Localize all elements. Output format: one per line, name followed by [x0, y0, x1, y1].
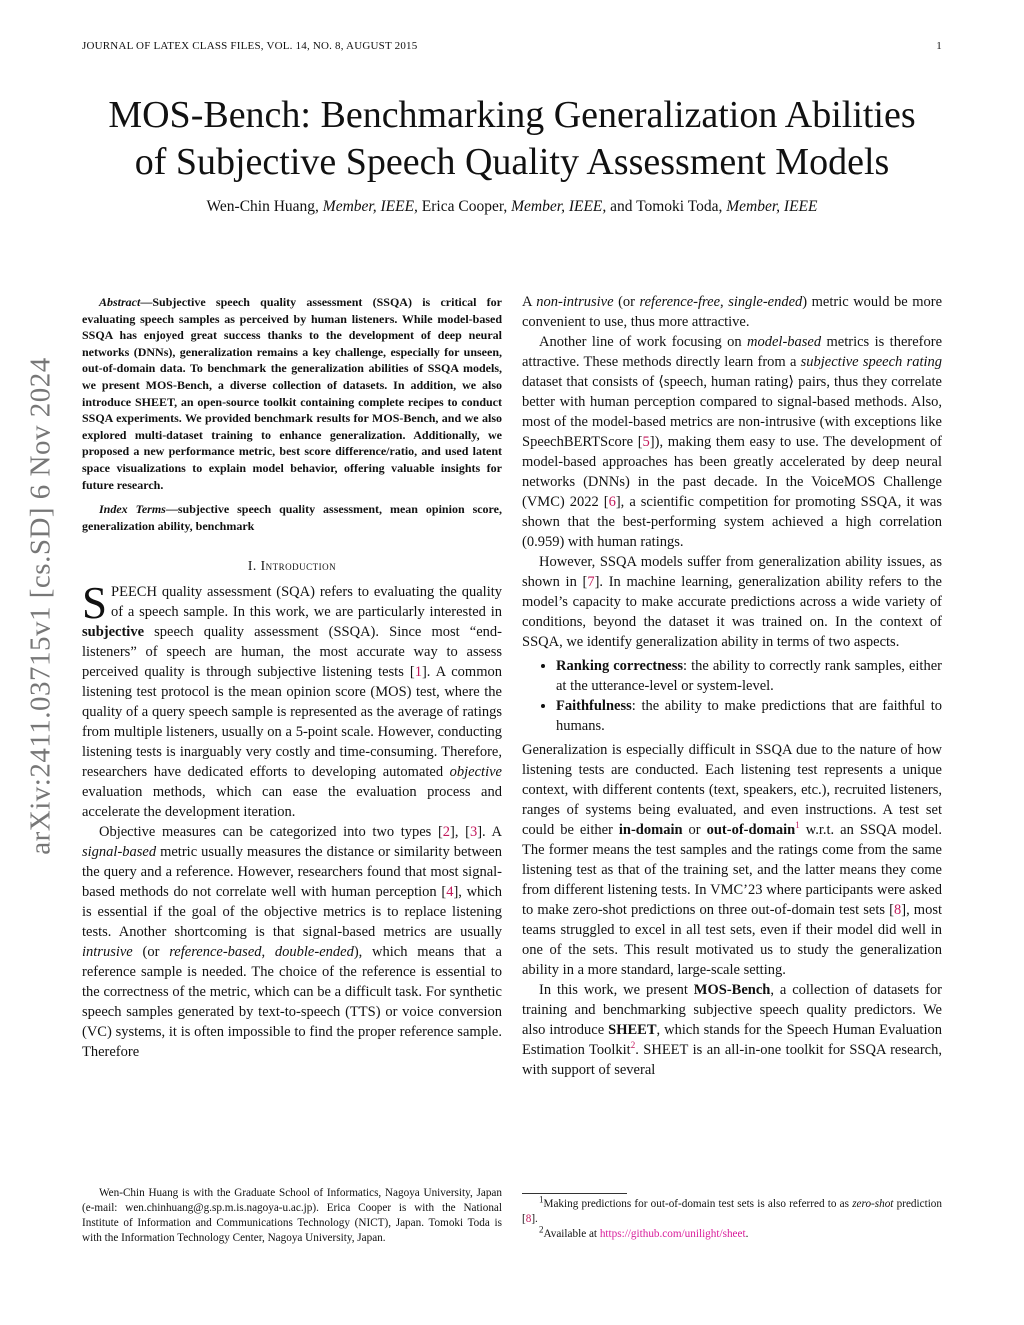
aspect-list [522, 656, 942, 736]
text-run: ]. [531, 1213, 538, 1225]
text-run: evaluation methods, which can ease the evaluation process and accelerate the development iteration. [82, 784, 502, 821]
list-item-text: : the ability to correctly rank samples, either at the utterance-level or system-level. [556, 658, 942, 694]
text-run: (or [132, 944, 170, 961]
text-run: , which stands for the Speech Human Evaluation Estimation Toolkit [522, 1022, 942, 1058]
author-list [60, 198, 964, 216]
text-run: Another line of work focusing on [539, 334, 748, 350]
citation-link[interactable]: 6 [608, 494, 616, 510]
emphasis-italic: double-ended [274, 944, 354, 961]
text-run: ]. In machine learning, generalization ability refers to the model’s capacity to make accurate predictions across a wide variety of conditions, beyond the dataset it was trained on. In the context of SSQA, we identify generalization ability in terms of two aspects. [522, 574, 942, 650]
footnote-rule [522, 1193, 627, 1194]
right-column [522, 292, 942, 1080]
emphasis-bold: out-of-domain [706, 822, 796, 838]
citation-link[interactable]: 1 [414, 664, 422, 681]
left-footnote-area [82, 1186, 502, 1246]
text-run: . SHEET is an all-in-one toolkit for SSQA research, with support of several [522, 1042, 942, 1078]
text-run: metrics is therefore attractive. These methods directly learn from a [522, 334, 942, 370]
text-run: , [720, 294, 729, 310]
text-run: . [745, 1228, 749, 1240]
text-run: w.r.t. an SSQA model. The former means the test samples and the ratings come from the same listening test as that of the training set, and the latter means they come from different listening tests. In VMC’23 where participants were asked to make zero-shot predictions on three out-of-domain test sets [ [522, 822, 942, 918]
citation-link[interactable]: 7 [587, 574, 595, 590]
emphasis-bold: subjective [82, 624, 145, 641]
footnote-marker[interactable]: 1 [795, 820, 800, 831]
left-column [82, 294, 502, 1062]
footnote-number: 1 [539, 1194, 544, 1205]
text-run: ], [ [450, 824, 470, 841]
text-run: ), which means that a reference sample is needed. The choice of the reference is essential to the correctness of the metric, which can be a difficult task. For synthetic speech samples generated by text-to-speech (TTS) or voice conversion (VC) systems, it is often impossible to find the proper reference sample. Therefore [82, 944, 502, 1061]
text-run: ) metric would be more convenient to use, thus more attractive. [522, 294, 942, 330]
footnote-marker[interactable]: 2 [630, 1040, 636, 1051]
text-run: ]. A common listening test protocol is the mean opinion score (MOS) test, where the quality of a query speech sample is represented as the average of ratings from multiple listeners, usually on a 5-point scale. However, conducting listening tests is inarguably very costly and time-consuming. Therefore, researchers have dedicated efforts to developing automated [82, 664, 502, 781]
abstract-text: —Subjective speech quality assessment (SSQA) is critical for evaluating speech samples as perceived by human listeners. While model-based SSQA has enjoyed great success thanks to the development of deep neural networks (DNNs), generalization remains a key challenge, especially for unseen, out-of-domain data. To benchmark the generalization abilities of SSQA models, we present MOS-Bench, a diverse collection of datasets. In addition, we also introduce SHEET, an open-source toolkit containing complete recipes to conduct SSQA experiments. We provided benchmark results for MOS-Bench, and we also explored multi-dataset training to enhance generalization. Additionally, we proposed a new performance metric, best score difference/ratio, and used latent space visualizations to explain model behavior, offering valuable insights for future research. [82, 295, 502, 492]
intro-paragraph-1 [82, 578, 502, 822]
author-3-role: Member, IEEE [726, 198, 818, 215]
text-run: speech quality assessment (SSQA). Since most “end-listeners” of speech are human, the most accurate way to assess perceived quality is through subjective listening tests [ [82, 624, 502, 681]
section-number: I. [247, 558, 257, 574]
right-paragraph-4 [522, 740, 942, 980]
citation-link[interactable]: 3 [469, 824, 478, 841]
arxiv-stamp-text: arXiv:2411.03715v1 [cs.SD] 6 Nov 2024 [24, 357, 57, 855]
author-1-role: Member, IEEE, [322, 198, 418, 215]
emphasis-italic: signal-based [82, 844, 157, 861]
right-paragraph-3 [522, 552, 942, 652]
text-run: Making predictions for out-of-domain test sets is also referred to as [543, 1198, 853, 1210]
emphasis-italic: objective [449, 764, 502, 781]
text-run: (or [613, 294, 640, 310]
footnote-number: 2 [539, 1224, 544, 1235]
page-number: 1 [936, 40, 942, 52]
citation-link[interactable]: 5 [642, 434, 650, 450]
right-paragraph-1 [522, 292, 942, 332]
emphasis-bold: MOS-Bench [693, 982, 771, 998]
text-run: PEECH quality assessment (SQA) refers to evaluating the quality of a speech sample. In this work, we are particularly interested in [111, 584, 502, 621]
author-1: Wen-Chin Huang, [206, 198, 319, 215]
text-run: ], most teams struggled to excel in all test sets, even if their model did well in one of the sets. This result motivated us to study the generalization ability in a more standard, large-scale setting. [522, 902, 942, 978]
abstract [82, 294, 502, 493]
emphasis-italic: intrusive [82, 944, 133, 961]
emphasis-italic: non-intrusive [536, 294, 614, 310]
affiliation-footnote: Wen-Chin Huang is with the Graduate School of Informatics, Nagoya University, Japan (e-mail: wen.chinhuang@g.sp.m.is.nagoya-u.ac.jp). Erica Cooper is with the National Institute of Information and Communications Technology (NICT), Japan. Tomoki Toda is with the Information Technology Center, Nagoya University, Japan. [82, 1187, 502, 1244]
emphasis-italic: single-ended [728, 294, 803, 310]
text-run: ], which is essential if the goal of the objective metrics is to replace listening tests. Another shortcoming is that signal-based metrics are usually [82, 884, 503, 941]
citation-link[interactable]: 8 [893, 902, 902, 918]
author-2: Erica Cooper, [421, 198, 508, 215]
emphasis-italic: zero-shot [852, 1198, 894, 1210]
running-header: JOURNAL OF LATEX CLASS FILES, VOL. 14, NO. 8, AUGUST 2015 [82, 40, 418, 52]
github-link[interactable]: https://github.com/unilight/sheet [599, 1228, 746, 1240]
paper-title [60, 92, 964, 186]
index-terms [82, 501, 502, 534]
text-run: Available at [543, 1228, 600, 1240]
index-terms-label: Index Terms [99, 502, 166, 517]
drop-cap: S [82, 578, 108, 629]
text-run: ]. A [477, 824, 502, 841]
abstract-label: Abstract [99, 295, 141, 309]
section-heading [82, 556, 502, 576]
list-item-term: Faithfulness [556, 698, 632, 714]
title-line-2: of Subjective Speech Quality Assessment Models [134, 141, 890, 183]
text-run: ], a scientific competition for promoting SSQA, it was shown that the best-performing system achieved a high correlation (0.959) with human ratings. [522, 494, 943, 550]
text-run: Objective measures can be categorized into two types [ [99, 824, 443, 841]
intro-paragraph-2 [82, 822, 502, 1062]
emphasis-italic: reference-free [639, 294, 721, 310]
text-run: or [682, 822, 707, 838]
right-footnote-area [522, 1193, 942, 1242]
text-run: , [261, 944, 275, 961]
emphasis-italic: reference-based [169, 944, 262, 961]
section-title: Introduction [260, 558, 337, 574]
emphasis-bold: SHEET [608, 1022, 657, 1038]
list-item-text: : the ability to make predictions that are faithful to humans. [556, 698, 942, 734]
footnote-2 [522, 1224, 942, 1242]
citation-link[interactable]: 8 [525, 1213, 532, 1225]
citation-link[interactable]: 4 [446, 884, 454, 901]
text-run: dataset that consists of ⟨speech, human rating⟩ pairs, thus they correlate better with human perception compared to signal-based methods. Also, most of the model-based metrics are non-intrusive (with exceptions like SpeechBERTScore [ [522, 374, 942, 450]
text-run: metric usually measures the distance or similarity between the query and a reference. However, researchers found that most signal-based methods do not correlate well with human perception [ [82, 844, 502, 901]
list-item [556, 656, 942, 696]
author-3: and Tomoki Toda, [610, 198, 723, 215]
text-run: ]), making them easy to use. The development of model-based approaches has been greatly accelerated by deep neural networks (DNNs) in the past decade. In the VoiceMOS Challenge (VMC) 2022 [ [522, 434, 942, 510]
citation-link[interactable]: 2 [442, 824, 451, 841]
index-terms-text: —subjective speech quality assessment, mean opinion score, generalization ability, benchmark [82, 502, 502, 533]
text-run: , a collection of datasets for training and benchmarking subjective speech quality predictors. We also introduce [522, 982, 943, 1038]
right-paragraph-2 [522, 332, 942, 552]
list-item-term: Ranking correctness [556, 658, 684, 674]
right-paragraph-5 [522, 980, 942, 1080]
text-run: Generalization is especially difficult in SSQA due to the nature of how listening tests are conducted. Each listening test represents a unique context, with different contents (text, speakers, etc.), recruited listeners, ranges of systems being evaluated, and even instructions. A test set could be either [522, 742, 942, 838]
emphasis-bold: in-domain [618, 822, 683, 838]
text-run: However, SSQA models suffer from generalization ability issues, as shown in [ [522, 554, 942, 590]
emphasis-italic: model-based [747, 334, 822, 350]
author-2-role: Member, IEEE, [511, 198, 607, 215]
text-run: prediction [ [522, 1198, 942, 1225]
list-item [556, 696, 942, 736]
emphasis-italic: subjective speech rating [800, 354, 942, 370]
text-run: A [522, 294, 537, 310]
title-line-1: MOS-Bench: Benchmarking Generalization Abilities [108, 94, 916, 136]
text-run: In this work, we present [539, 982, 694, 998]
footnote-1 [522, 1194, 942, 1227]
